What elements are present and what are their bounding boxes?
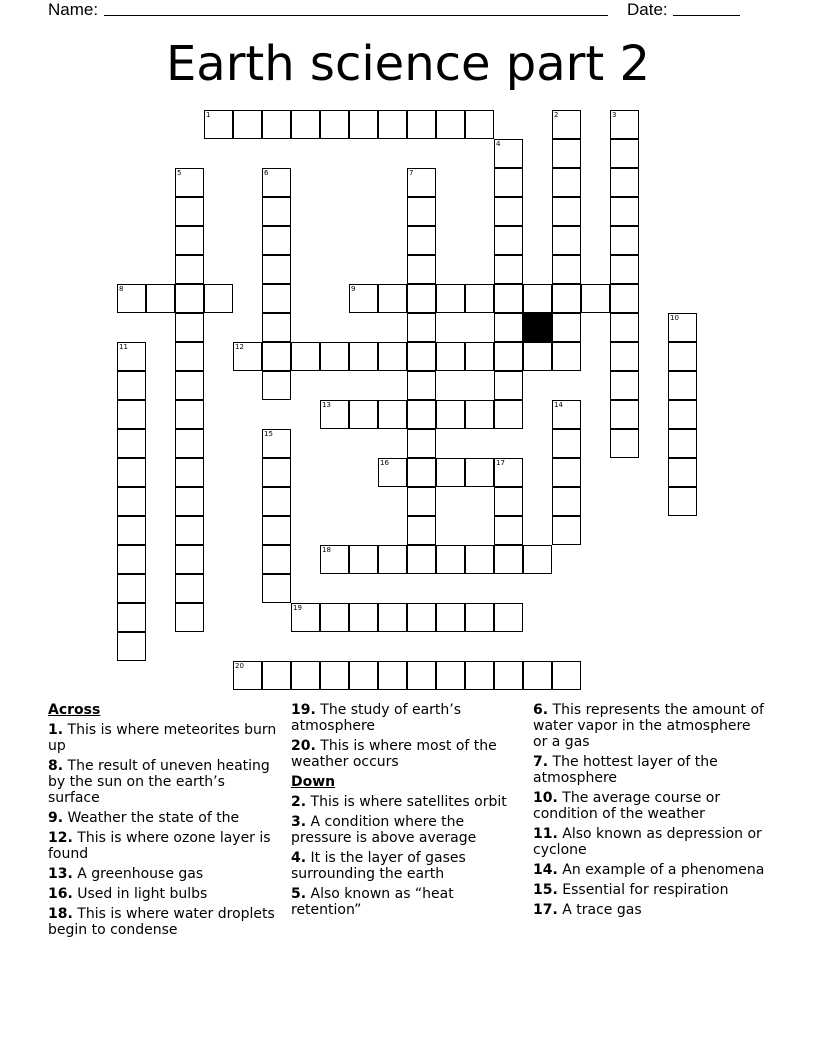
grid-cell[interactable]	[436, 342, 465, 371]
grid-cell[interactable]	[175, 545, 204, 574]
grid-cell[interactable]	[494, 400, 523, 429]
grid-cell[interactable]	[610, 429, 639, 458]
grid-cell[interactable]	[494, 516, 523, 545]
cell-number: 1	[206, 111, 211, 119]
grid-cell[interactable]	[407, 168, 436, 197]
grid-cell[interactable]	[552, 458, 581, 487]
grid-cell[interactable]	[407, 458, 436, 487]
grid-cell[interactable]	[378, 603, 407, 632]
grid-cell[interactable]	[552, 429, 581, 458]
clue-number: 11.	[533, 826, 558, 842]
grid-cell[interactable]	[262, 226, 291, 255]
grid-cell[interactable]	[407, 371, 436, 400]
grid-cell[interactable]	[610, 313, 639, 342]
clue-number: 15.	[533, 882, 558, 898]
cell-number: 13	[322, 401, 331, 409]
grid-cell[interactable]	[552, 226, 581, 255]
grid-cell[interactable]	[407, 255, 436, 284]
grid-cell[interactable]	[494, 255, 523, 284]
grid-cell[interactable]	[378, 545, 407, 574]
grid-cell[interactable]	[494, 313, 523, 342]
grid-cell[interactable]	[320, 342, 349, 371]
grid-cell[interactable]	[552, 400, 581, 429]
grid-cell[interactable]	[552, 516, 581, 545]
cell-number: 12	[235, 343, 244, 351]
grid-cell[interactable]	[494, 284, 523, 313]
grid-cell[interactable]	[668, 429, 697, 458]
grid-cell[interactable]	[407, 516, 436, 545]
grid-cell[interactable]	[407, 400, 436, 429]
clue-number: 7.	[533, 754, 549, 770]
grid-cell[interactable]	[523, 342, 552, 371]
grid-cell[interactable]	[407, 284, 436, 313]
grid-cell[interactable]	[407, 429, 436, 458]
cell-number: 8	[119, 285, 124, 293]
grid-cell[interactable]	[117, 516, 146, 545]
down-clue: 6. This represents the amount of water vapor in the atmosphere or a gas	[533, 702, 764, 750]
across-heading: Across	[48, 702, 101, 718]
grid-cell[interactable]	[291, 342, 320, 371]
grid-cell[interactable]	[262, 197, 291, 226]
grid-cell[interactable]	[175, 197, 204, 226]
grid-cell[interactable]	[378, 458, 407, 487]
across-clue: 16. Used in light bulbs	[48, 886, 208, 902]
grid-cell[interactable]	[204, 110, 233, 139]
grid-cell[interactable]	[320, 661, 349, 690]
grid-cell[interactable]	[610, 400, 639, 429]
date-label: Date:	[627, 0, 668, 19]
grid-cell[interactable]	[117, 487, 146, 516]
grid-cell[interactable]	[262, 516, 291, 545]
name-label: Name:	[48, 0, 99, 19]
cell-number: 18	[322, 546, 331, 554]
grid-cell[interactable]	[262, 255, 291, 284]
grid-cell[interactable]	[262, 284, 291, 313]
grid-cell[interactable]	[175, 429, 204, 458]
clues-column-2	[291, 702, 523, 922]
grid-cell[interactable]	[465, 342, 494, 371]
grid-cell[interactable]	[610, 168, 639, 197]
grid-cell[interactable]	[175, 574, 204, 603]
grid-cell[interactable]	[320, 110, 349, 139]
grid-cell[interactable]	[610, 342, 639, 371]
clue-number: 14.	[533, 862, 558, 878]
grid-cell[interactable]	[407, 226, 436, 255]
cell-number: 4	[496, 140, 501, 148]
grid-cell[interactable]	[349, 342, 378, 371]
grid-cell[interactable]	[262, 168, 291, 197]
clue-number: 16.	[48, 886, 73, 902]
grid-cell[interactable]	[320, 603, 349, 632]
grid-cell[interactable]	[175, 458, 204, 487]
grid-cell[interactable]	[407, 110, 436, 139]
grid-cell[interactable]	[378, 661, 407, 690]
grid-cell[interactable]	[175, 371, 204, 400]
grid-cell[interactable]	[117, 371, 146, 400]
clue-number: 20.	[291, 738, 316, 754]
clue-number: 19.	[291, 702, 316, 718]
grid-cell[interactable]	[465, 110, 494, 139]
cell-number: 10	[670, 314, 679, 322]
grid-cell[interactable]	[349, 661, 378, 690]
grid-cell[interactable]	[494, 197, 523, 226]
grid-cell[interactable]	[494, 603, 523, 632]
clue-number: 2.	[291, 794, 307, 810]
clue-number: 17.	[533, 902, 558, 918]
cell-number: 17	[496, 459, 505, 467]
grid-cell[interactable]	[117, 342, 146, 371]
down-clue: 15. Essential for respiration	[533, 882, 729, 898]
grid-cell[interactable]	[552, 197, 581, 226]
grid-cell[interactable]	[349, 110, 378, 139]
grid-cell[interactable]	[465, 661, 494, 690]
grid-cell[interactable]	[349, 284, 378, 313]
clue-number: 9.	[48, 810, 64, 826]
grid-cell[interactable]	[523, 545, 552, 574]
clue-number: 12.	[48, 830, 73, 846]
grid-cell[interactable]	[233, 661, 262, 690]
grid-cell[interactable]	[349, 603, 378, 632]
grid-cell[interactable]	[262, 429, 291, 458]
down-clue: 10. The average course or condition of the weather	[533, 790, 721, 822]
grid-cell[interactable]	[610, 197, 639, 226]
grid-cell[interactable]	[668, 313, 697, 342]
grid-cell[interactable]	[465, 545, 494, 574]
grid-cell[interactable]	[494, 168, 523, 197]
grid-cell[interactable]	[175, 487, 204, 516]
grid-cell[interactable]	[610, 255, 639, 284]
clue-number: 1.	[48, 722, 64, 738]
grid-cell[interactable]	[262, 313, 291, 342]
grid-cell[interactable]	[407, 603, 436, 632]
clue-number: 13.	[48, 866, 73, 882]
cell-number: 15	[264, 430, 273, 438]
across-clue: 8. The result of uneven heating by the sun on the earth’s surface	[48, 758, 270, 806]
across-clue: 1. This is where meteorites burn up	[48, 722, 277, 754]
grid-cell[interactable]	[581, 284, 610, 313]
grid-cell[interactable]	[175, 284, 204, 313]
grid-cell[interactable]	[407, 197, 436, 226]
grid-cell[interactable]	[668, 400, 697, 429]
grid-cell[interactable]	[117, 429, 146, 458]
grid-cell[interactable]	[552, 139, 581, 168]
cell-number: 19	[293, 604, 302, 612]
grid-cell[interactable]	[320, 545, 349, 574]
grid-cell[interactable]	[349, 545, 378, 574]
grid-cell[interactable]	[436, 110, 465, 139]
grid-cell[interactable]	[494, 661, 523, 690]
grid-cell[interactable]	[523, 661, 552, 690]
grid-cell[interactable]	[117, 632, 146, 661]
grid-cell[interactable]	[175, 255, 204, 284]
grid-cell[interactable]	[378, 284, 407, 313]
grid-cell[interactable]	[146, 284, 175, 313]
grid-cell[interactable]	[494, 139, 523, 168]
grid-cell[interactable]	[117, 284, 146, 313]
grid-cell[interactable]	[262, 661, 291, 690]
grid-cell[interactable]	[552, 168, 581, 197]
grid-cell[interactable]	[436, 545, 465, 574]
down-clue: 11. Also known as depression or cyclone	[533, 826, 762, 858]
cell-number: 2	[554, 111, 559, 119]
grid-cell[interactable]	[523, 284, 552, 313]
clue-number: 6.	[533, 702, 549, 718]
down-clue: 4. It is the layer of gases surrounding the earth	[291, 850, 466, 882]
grid-cell[interactable]	[465, 400, 494, 429]
clue-number: 18.	[48, 906, 73, 922]
grid-cell[interactable]	[233, 110, 262, 139]
grid-cell[interactable]	[668, 371, 697, 400]
grid-cell[interactable]	[175, 603, 204, 632]
grid-cell[interactable]	[117, 400, 146, 429]
grid-cell[interactable]	[436, 284, 465, 313]
grid-cell[interactable]	[552, 661, 581, 690]
grid-cell[interactable]	[610, 284, 639, 313]
clue-number: 3.	[291, 814, 307, 830]
grid-cell[interactable]	[407, 545, 436, 574]
grid-cell[interactable]	[668, 458, 697, 487]
grid-cell[interactable]	[552, 342, 581, 371]
grid-cell[interactable]	[407, 313, 436, 342]
grid-cell[interactable]	[552, 255, 581, 284]
cell-number: 20	[235, 662, 244, 670]
grid-cell[interactable]	[494, 545, 523, 574]
down-clue: 3. A condition where the pressure is above average	[291, 814, 477, 846]
grid-cell[interactable]	[262, 545, 291, 574]
clue-number: 5.	[291, 886, 307, 902]
clues-column-1	[48, 702, 280, 942]
grid-cell[interactable]	[552, 110, 581, 139]
across-clue: 20. This is where most of the weather occurs	[291, 738, 497, 770]
across-clue: 9. Weather the state of the	[48, 810, 240, 826]
grid-cell[interactable]	[117, 458, 146, 487]
grid-cell[interactable]	[291, 110, 320, 139]
grid-cell[interactable]	[233, 342, 262, 371]
grid-cell[interactable]	[262, 458, 291, 487]
grid-cell[interactable]	[465, 284, 494, 313]
grid-cell[interactable]	[610, 110, 639, 139]
clue-number: 8.	[48, 758, 64, 774]
grid-cell[interactable]	[262, 110, 291, 139]
grid-cell[interactable]	[175, 516, 204, 545]
grid-cell[interactable]	[117, 574, 146, 603]
grid-cell[interactable]	[465, 603, 494, 632]
grid-cell[interactable]	[378, 342, 407, 371]
grid-cell[interactable]	[175, 342, 204, 371]
cell-number: 11	[119, 343, 128, 351]
down-clue: 14. An example of a phenomena	[533, 862, 765, 878]
down-clue: 2. This is where satellites orbit	[291, 794, 507, 810]
grid-cell[interactable]	[494, 342, 523, 371]
grid-cell[interactable]	[668, 342, 697, 371]
grid-cell[interactable]	[262, 342, 291, 371]
grid-cell[interactable]	[668, 487, 697, 516]
grid-cell[interactable]	[436, 661, 465, 690]
grid-cell[interactable]	[552, 284, 581, 313]
down-clue: 17. A trace gas	[533, 902, 642, 918]
cell-number: 7	[409, 169, 414, 177]
grid-cell[interactable]	[262, 487, 291, 516]
grid-cell[interactable]	[204, 284, 233, 313]
grid-cell[interactable]	[117, 545, 146, 574]
down-heading: Down	[291, 774, 336, 790]
across-clue: 12. This is where ozone layer is found	[48, 830, 271, 862]
grid-cell[interactable]	[291, 661, 320, 690]
cell-number: 9	[351, 285, 356, 293]
across-clue: 18. This is where water droplets begin to condense	[48, 906, 275, 938]
grid-cell[interactable]	[610, 371, 639, 400]
grid-cell[interactable]	[494, 371, 523, 400]
down-clue: 7. The hottest layer of the atmosphere	[533, 754, 718, 786]
grid-cell[interactable]	[378, 110, 407, 139]
black-cell	[523, 313, 552, 342]
grid-cell[interactable]	[436, 603, 465, 632]
grid-cell[interactable]	[552, 313, 581, 342]
grid-cell[interactable]	[320, 400, 349, 429]
grid-cell[interactable]	[175, 168, 204, 197]
grid-cell[interactable]	[494, 487, 523, 516]
grid-cell[interactable]	[407, 487, 436, 516]
grid-cell[interactable]	[407, 342, 436, 371]
across-clue: 19. The study of earth’s atmosphere	[291, 702, 462, 734]
clue-number: 4.	[291, 850, 307, 866]
grid-cell[interactable]	[436, 458, 465, 487]
grid-cell[interactable]	[378, 400, 407, 429]
clues-column-3	[533, 702, 769, 922]
grid-cell[interactable]	[117, 603, 146, 632]
page-title: Earth science part 2	[165, 36, 651, 92]
grid-cell[interactable]	[175, 226, 204, 255]
cell-number: 14	[554, 401, 563, 409]
grid-cell[interactable]	[494, 226, 523, 255]
grid-cell[interactable]	[262, 371, 291, 400]
grid-cell[interactable]	[552, 487, 581, 516]
grid-cell[interactable]	[465, 458, 494, 487]
clue-number: 10.	[533, 790, 558, 806]
grid-cell[interactable]	[175, 400, 204, 429]
grid-cell[interactable]	[175, 313, 204, 342]
down-clue: 5. Also known as “heat retention”	[291, 886, 454, 918]
cell-number: 5	[177, 169, 182, 177]
grid-cell[interactable]	[407, 661, 436, 690]
grid-cell[interactable]	[610, 139, 639, 168]
cell-number: 16	[380, 459, 389, 467]
cell-number: 6	[264, 169, 269, 177]
across-clue: 13. A greenhouse gas	[48, 866, 204, 882]
grid-cell[interactable]	[349, 400, 378, 429]
grid-cell[interactable]	[610, 226, 639, 255]
grid-cell[interactable]	[494, 458, 523, 487]
cell-number: 3	[612, 111, 617, 119]
grid-cell[interactable]	[436, 400, 465, 429]
grid-cell[interactable]	[291, 603, 320, 632]
grid-cell[interactable]	[262, 574, 291, 603]
